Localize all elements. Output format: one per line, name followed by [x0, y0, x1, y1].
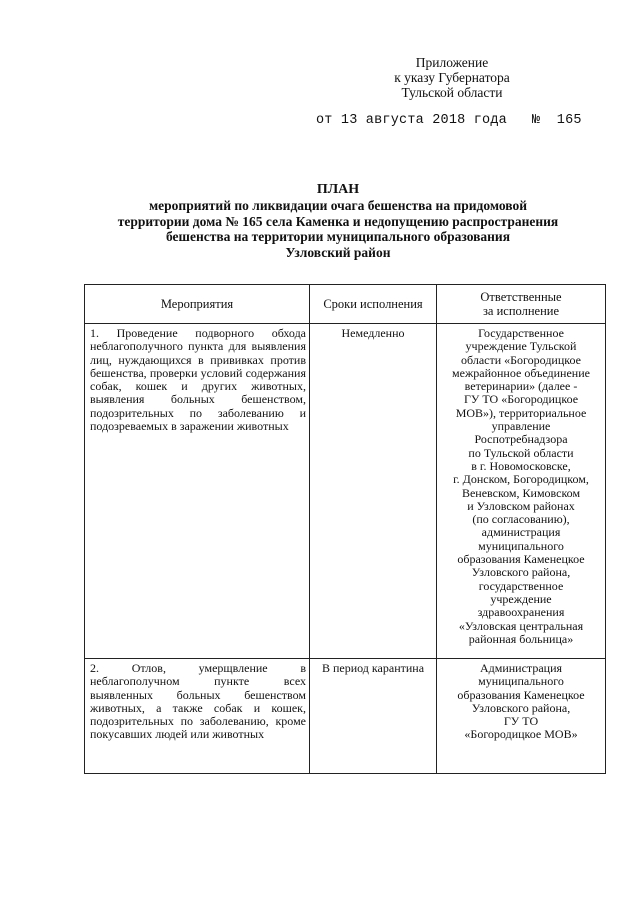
appendix-line: к указу Губернатора	[394, 70, 510, 85]
document-title	[100, 182, 576, 260]
appendix-line: Тульской области	[401, 85, 503, 100]
cell-term: Немедленно	[310, 324, 437, 659]
title-line: Узловский район	[285, 244, 391, 260]
cell-responsible: Администрация муниципального образования Каменецкое Узловского района, ГУ ТО «Богородицкое МОВ»	[437, 659, 606, 774]
appendix-line: Приложение	[415, 55, 489, 70]
plan-table	[84, 284, 606, 774]
header-terms: Сроки исполнения	[310, 285, 437, 324]
title-heading: ПЛАН	[316, 182, 360, 197]
table-row	[85, 659, 606, 774]
cell-term: В период карантина	[310, 659, 437, 774]
title-line: мероприятий по ликвидации очага бешенства на придомовой	[148, 198, 527, 213]
cell-activity: 2. Отлов, умерщвление в неблагополучном пункте всех выявленных больных бешенством животных, а также собак и кошек, подозрительных по заболеванию, кроме покусавших людей или животных	[85, 659, 310, 774]
title-line: бешенства на территории муниципального образования	[165, 229, 511, 244]
table-header-row	[85, 285, 606, 324]
decree-number: 165	[556, 113, 582, 128]
table-row	[85, 324, 606, 659]
header-activities: Мероприятия	[85, 285, 310, 324]
appendix-block	[372, 55, 532, 100]
header-responsible: Ответственные за исполнение	[437, 285, 606, 324]
decree-date: от 13 августа 2018 года	[316, 113, 507, 128]
decree-number-sign: №	[531, 113, 541, 128]
cell-responsible: Государственное учреждение Тульской области «Богородицкое межрайонное объединение ветеринарии» (далее - ГУ ТО «Богородицкое МОВ»), территориальное управление Роспотребнадзора по Тульской области в г. Новомосковске, г. Донском, Богородицком, Веневском, Кимовском и Узловском районах (по согласованию), администрация муниципального образования Каменецкое Узловского района, государственное учреждение здравоохранения «Узловская центральная районная больница»	[437, 324, 606, 659]
decree-line	[316, 113, 582, 128]
cell-activity: 1. Проведение подворного обхода неблагополучного пункта для выявления лиц, нуждающихся в прививках против бешенства, проверки условий содержания собак, кошек и других животных, выявления больных бешенством, подозрительных по заболеванию и подозреваемых в заражении животных	[85, 324, 310, 659]
title-line: территории дома № 165 села Каменка и недопущению распространения	[117, 213, 559, 229]
